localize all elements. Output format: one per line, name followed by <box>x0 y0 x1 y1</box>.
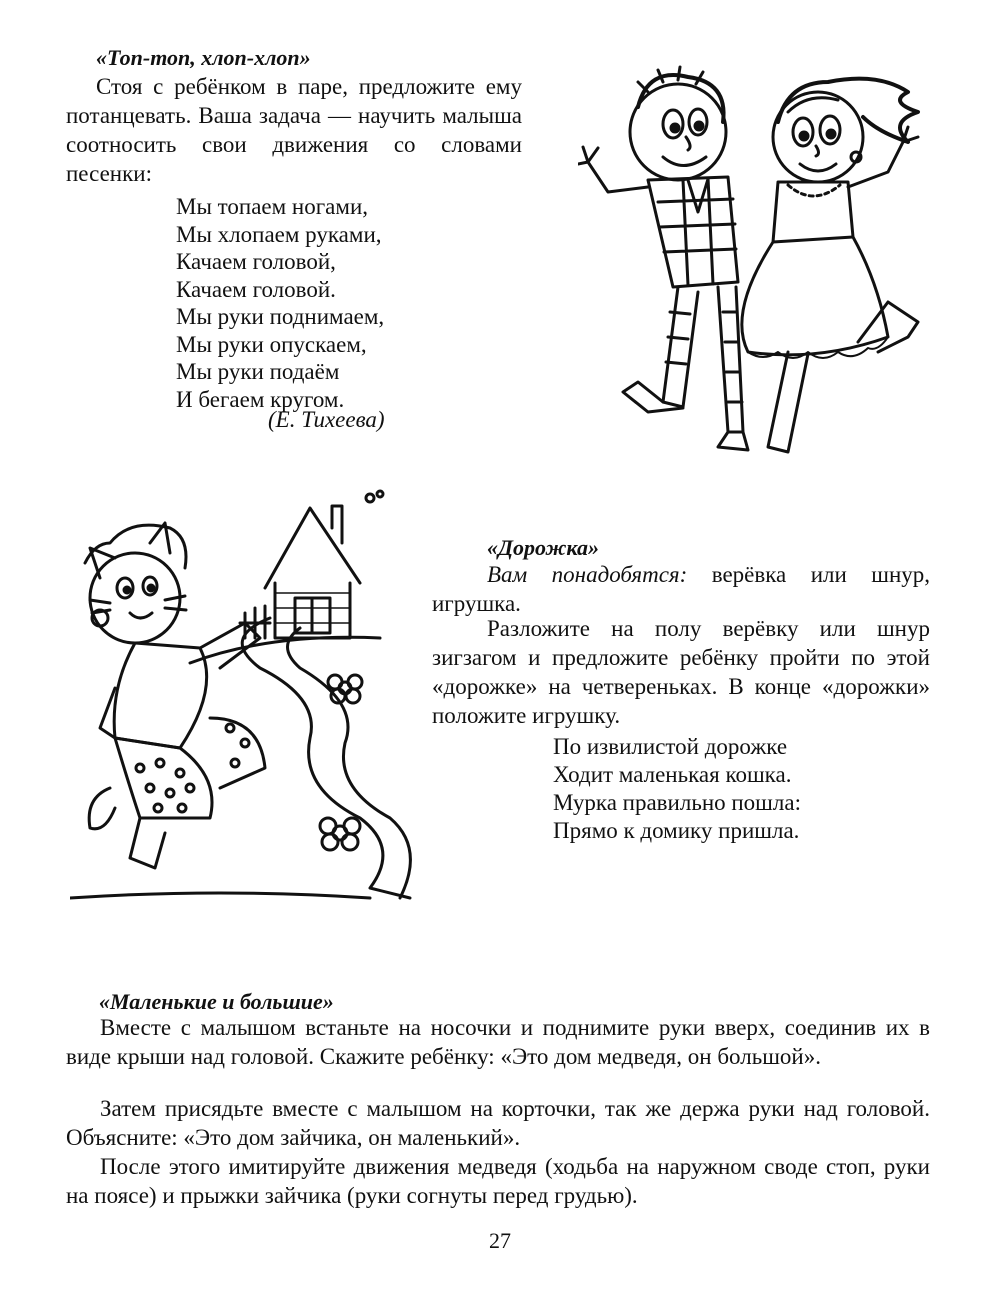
section-title-top-top: «Топ-топ, хлоп-хлоп» <box>96 45 311 70</box>
section3-paragraph <box>66 1094 930 1152</box>
verse-line: Мы топаем ногами, <box>176 194 368 219</box>
section3-paragraph-text: Вместе с малышом встаньте на носочки и поднимите руки вверх, соединив их в виде крыши над головой. Скажите ребёнку: «Это дом медведя, он большой». <box>66 1015 930 1069</box>
verse-line: Качаем головой, <box>176 249 336 274</box>
section1-intro <box>66 72 522 188</box>
section3-paragraph <box>66 1013 930 1071</box>
verse-line: Прямо к домику пришла. <box>553 818 800 843</box>
verse-line: Мы руки опускаем, <box>176 331 367 357</box>
dancing-children-illustration <box>578 52 930 462</box>
section3-paragraph-text: Затем присядьте вместе с малышом на корточки, так же держа руки над головой. Объясните: «Это дом зайчика, он маленький». <box>66 1096 930 1150</box>
section2-instructions <box>432 614 930 730</box>
section2-instructions-text: Разложите на полу верёвку или шнур зигзагом и предложите ребёнку пройти по этой «дорожке» на четвереньках. В конце «дорожки» положите игрушку. <box>432 616 930 728</box>
needs-text: верёвка или шнур, игрушка. <box>432 562 931 616</box>
section3-paragraph-text: После этого имитируйте движения медведя (ходьба на наружном своде стоп, руки на поясе) и прыжки зайчика (руки согнуты перед грудью). <box>66 1154 930 1208</box>
verse-author: (Е. Тихеева) <box>268 407 385 432</box>
verse-line: Мы руки подаём <box>176 359 340 384</box>
cat-path-illustration <box>70 488 425 908</box>
verse-top-top <box>176 193 384 413</box>
verse-line: Ходит маленькая кошка. <box>553 762 792 787</box>
needs-label: Вам понадобятся: <box>487 562 688 587</box>
verse-line: По извилистой дорожке <box>553 734 788 759</box>
verse-line: Мы хлопаем руками, <box>176 221 382 247</box>
verse-line: И бегаем кругом. <box>176 386 345 412</box>
page-number: 27 <box>489 1228 511 1253</box>
section-title-dorozhka: «Дорожка» <box>487 535 600 560</box>
section-title-malenkie: «Маленькие и большие» <box>99 989 334 1014</box>
section3-paragraph <box>66 1152 930 1210</box>
section2-needs <box>432 560 930 618</box>
section1-intro-text: Стоя с ребёнком в паре, предложите ему потанцевать. Ваша задача — научить малыша соотносить свои движения со словами песенки: <box>66 74 522 186</box>
verse-line: Качаем головой. <box>176 276 336 302</box>
verse-line: Мурка правильно пошла: <box>553 790 801 815</box>
verse-line: Мы руки поднимаем, <box>176 304 385 329</box>
verse-dorozhka <box>553 733 801 845</box>
